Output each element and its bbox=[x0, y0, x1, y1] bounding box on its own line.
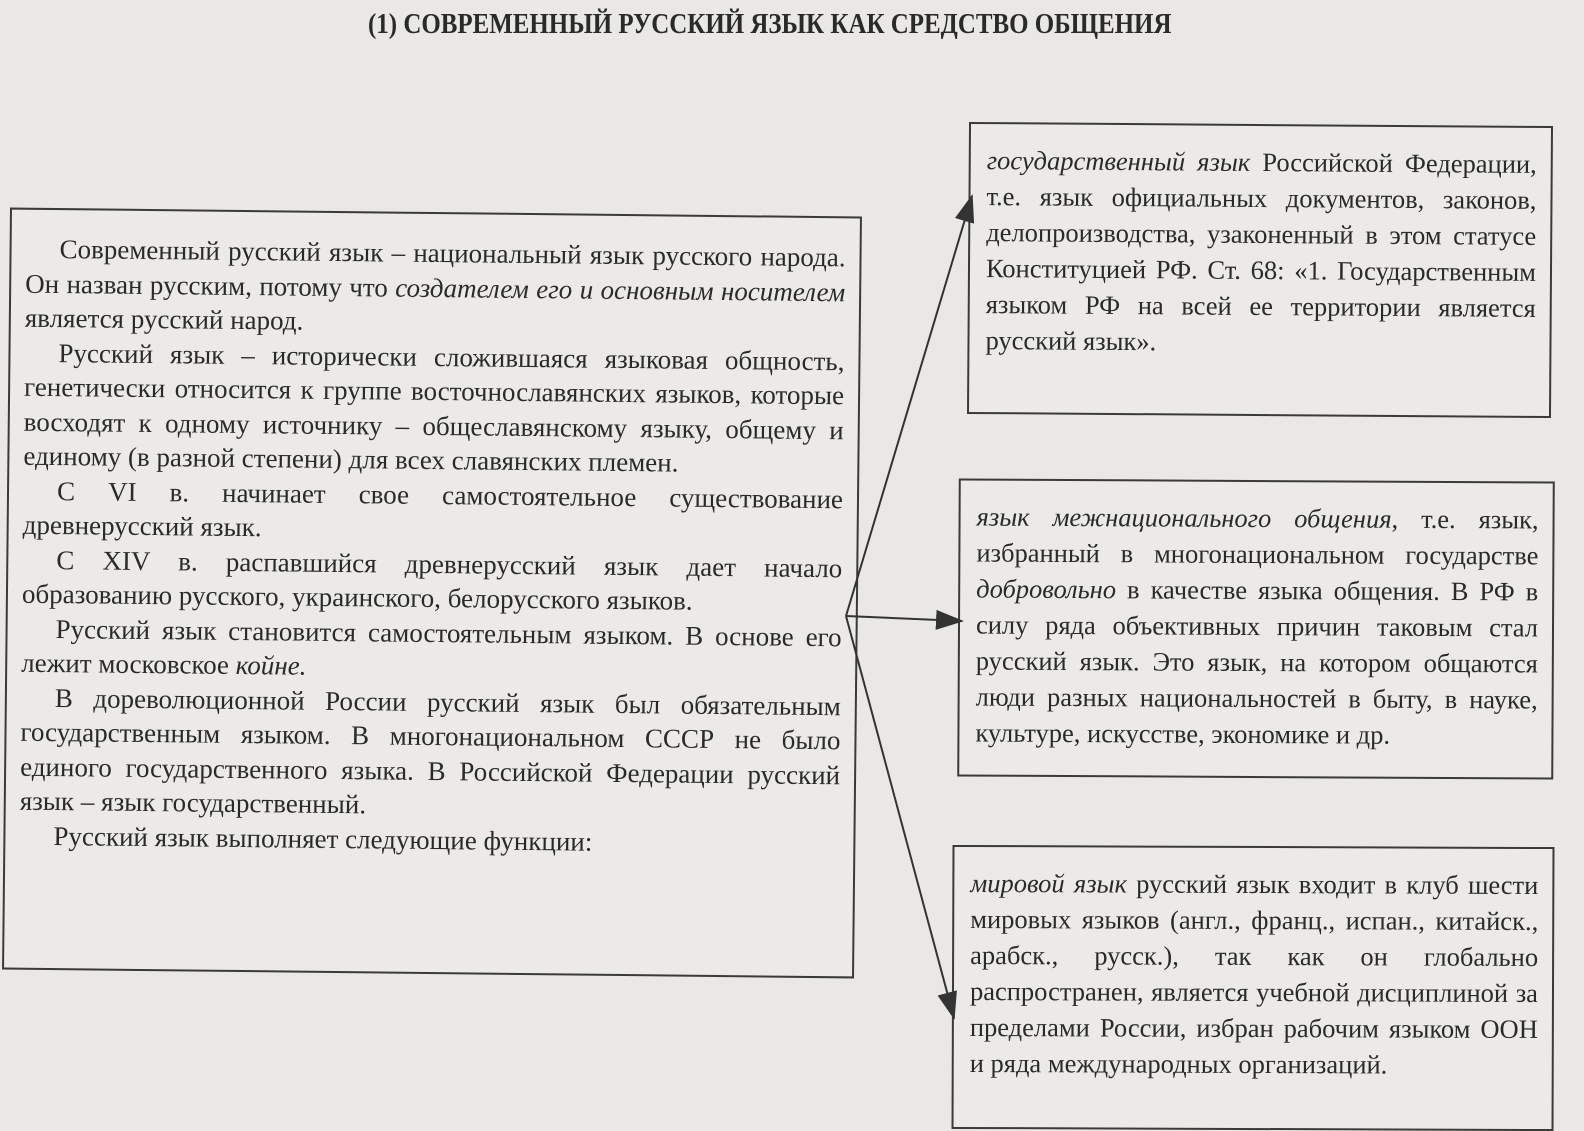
paragraph-2: Русский язык – исторически сложившаяся языковая общность, генетически относится к группе восточнославянских языков, которые восходят к одному источнику – общеславянскому языку, общему и единому (в разной степени) для всех славянских племен. bbox=[23, 337, 845, 478]
paragraph-7: Русский язык выполняет следующие функции: bbox=[53, 820, 593, 857]
arrow-to-interethnic-language bbox=[846, 616, 962, 621]
state-language-box: государственный язык Российской Федерации, т.е. язык официальных документов, законов, делопроизводства, узаконенный в этом статусе Конституцией РФ. Ст. 68: «1. Государственным языком РФ на всей ее территории является русский язык». bbox=[967, 122, 1553, 418]
page-title: (1) СОВРЕМЕННЫЙ РУССКИЙ ЯЗЫК КАК СРЕДСТВО ОБЩЕНИЯ bbox=[368, 8, 1172, 40]
interethnic-language-box: язык межнационального общения, т.е. язык, избранный в многонациональном государстве добровольно в качестве языка общения. В РФ в силу ряда объективных причин таковым стал русский язык. Это язык, на котором общаются люди разных национальностей в быту, в науке, культуре, искусстве, экономике и др. bbox=[957, 478, 1555, 779]
paragraph-6: В дореволюционной России русский язык был обязательным государственным языком. В многонациональном СССР не было единого государственного языка. В Российской Федерации русский язык – язык государственный. bbox=[19, 682, 841, 820]
arrow-to-world-language bbox=[846, 616, 954, 1018]
paragraph-4: С XIV в. распавшийся древнерусский язык дает начало образованию русского, украинского, белорусского языков. bbox=[21, 544, 843, 616]
paragraph-5: Русский язык становится самостоятельным языком. В основе его лежит московское койне. bbox=[21, 613, 842, 681]
interethnic-language-term: язык межнационального общения bbox=[976, 501, 1392, 534]
paragraph-1: Современный русский язык – национальный язык русского народа. Он назван русским, потому что создателем его и основным носителем является русский народ. bbox=[24, 234, 846, 336]
paragraph-3: С VI в. начинает свое самостоятельное существование древнерусский язык. bbox=[22, 475, 844, 543]
arrow-to-state-language bbox=[846, 196, 972, 616]
world-language-term: мировой язык bbox=[970, 868, 1127, 899]
state-language-term: государственный язык bbox=[986, 145, 1251, 177]
world-language-box: мировой язык русский язык входит в клуб шести мировых языков (англ., франц., испан., китайск., арабск., русск.), так как он глобально распространен, является учебной дисциплиной за пределами России, избран рабочим языком ООН и ряда международных организаций. bbox=[952, 845, 1555, 1131]
